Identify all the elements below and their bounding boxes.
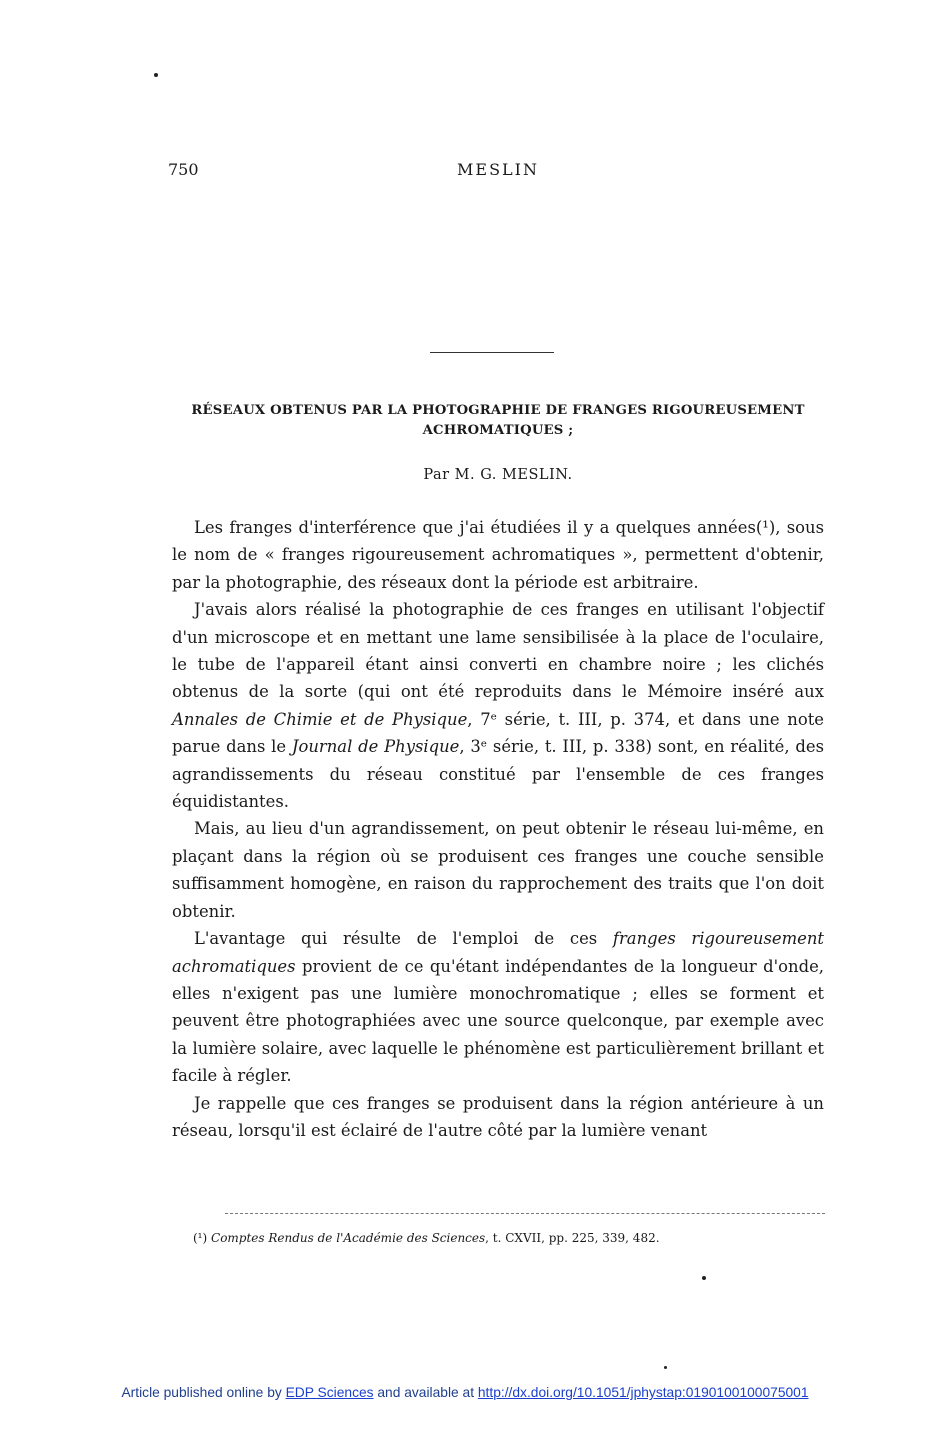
footnote-source: Comptes Rendus de l'Académie des Sciences (211, 1231, 486, 1245)
article-title (168, 401, 828, 441)
paragraph-1: Les franges d'interférence que j'ai étudiées il y a quelques années(¹), sous le nom de « franges rigoureusement achromatiques », permettent d'obtenir, par la photographie, des réseaux dont la période est arbitraire. (172, 518, 824, 592)
footnote-divider (225, 1213, 825, 1214)
footnote-marker: (¹) (193, 1231, 208, 1245)
article-title-line-1: RÉSEAUX OBTENUS PAR LA PHOTOGRAPHIE DE FRANGES RIGOUREUSEMENT (191, 403, 805, 418)
paragraph-2 (172, 596, 824, 815)
scan-speck (664, 1366, 667, 1369)
doi-link[interactable]: http://dx.doi.org/10.1051/jphystap:0190100100075001 (477, 1385, 809, 1400)
paragraph-2-text-e: , 3ᵉ série, t. III, p. 338) sont, en réalité, des agrandissements du réseau constitué par l'ensemble de ces franges équidistantes. (172, 737, 824, 812)
paragraph-4-text-c: provient de ce qu'étant indépendantes de la longueur d'onde, elles n'exigent pas une lumière monochromatique ; elles se forment et peuvent être photographiées avec une source quelconque, par exemple avec la lumière solaire, avec laquelle le phénomène est particulièrement brillant et facile à régler. (172, 956, 824, 1086)
banner-middle: and available at (373, 1385, 478, 1400)
paragraph-2-text-c: , 7ᵉ série, t. III, p. 374, et dans une note parue dans le (172, 709, 824, 757)
publisher-link[interactable]: EDP Sciences (285, 1385, 374, 1400)
scan-speck (154, 73, 158, 77)
banner-prefix: Article published online by (121, 1385, 286, 1400)
paragraph-4-text-a: L'avantage qui résulte de l'emploi de ces (194, 929, 613, 949)
journal-title-physique: Journal de Physique (291, 737, 460, 757)
italic-term: franges rigoureusement achromatiques (172, 929, 824, 976)
article-title-line-2: ACHROMATIQUES ; (422, 423, 574, 438)
paragraph-4 (172, 925, 824, 1089)
running-head: MESLIN (457, 160, 539, 179)
footnote-details: , t. CXVII, pp. 225, 339, 482. (485, 1231, 660, 1245)
publisher-banner (0, 1385, 930, 1400)
page-number: 750 (168, 160, 199, 179)
section-divider (430, 352, 554, 353)
journal-title-annales: Annales de Chimie et de Physique (172, 709, 468, 729)
scan-speck (702, 1276, 706, 1280)
paragraph-2-text-a: J'avais alors réalisé la photographie de ces franges en utilisant l'objectif d'un microscope et en mettant une lame sensibilisée à la place de l'oculaire, le tube de l'appareil étant ainsi converti en chambre noire ; les clichés obtenus de la sorte (qui ont été reproduits dans le Mémoire inséré aux (172, 600, 824, 702)
paragraph-5: Je rappelle que ces franges se produisent dans la région antérieure à un réseau, lorsqu'il est éclairé de l'autre côté par la lumière venant (172, 1093, 824, 1140)
article-author: Par M. G. MESLIN. (423, 467, 573, 483)
article-body (172, 514, 824, 1144)
page-header (168, 160, 828, 184)
paragraph-3: Mais, au lieu d'un agrandissement, on peut obtenir le réseau lui-même, en plaçant dans la région où se produisent ces franges une couche sensible suffisamment homogène, en raison du rapprochement des traits que l'on doit obtenir. (172, 819, 824, 921)
footnote (193, 1229, 833, 1247)
